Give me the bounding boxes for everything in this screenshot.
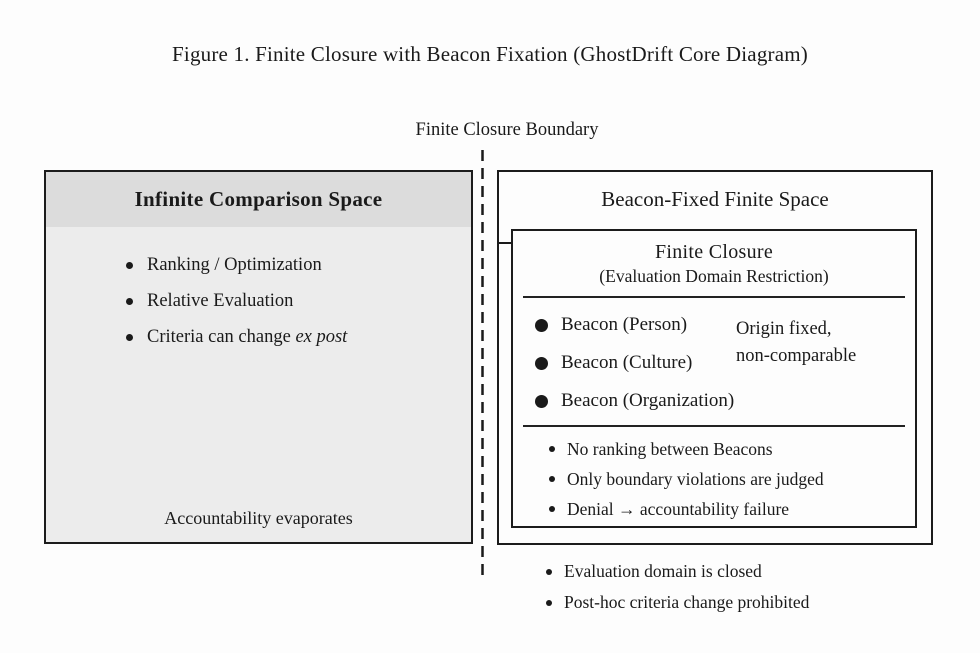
closed-domain-list [546, 556, 809, 618]
accountability-note: Accountability evaporates [164, 508, 353, 528]
bullet-icon [549, 446, 555, 452]
rule-label: No ranking between Beacons [567, 438, 773, 459]
bullet-icon [546, 600, 552, 606]
list-item-label: Ranking / Optimization [147, 254, 322, 275]
beacon-item [535, 344, 915, 382]
bullet-icon [126, 298, 133, 305]
list-item-label: Evaluation domain is closed [564, 561, 762, 581]
bullet-icon [126, 334, 133, 341]
bullet-icon [546, 569, 552, 575]
beacon-dot-icon [535, 395, 548, 408]
closure-rules-list [513, 427, 915, 524]
beacon-label: Beacon (Culture) [561, 352, 693, 373]
infinite-space-list [126, 247, 471, 355]
finite-closure-title: Finite Closure [654, 241, 774, 263]
beacon-dot-icon [535, 319, 548, 332]
origin-annotation-line: Origin fixed, [736, 319, 832, 339]
origin-annotation [736, 316, 856, 370]
boundary-label: Finite Closure Boundary [415, 120, 599, 140]
infinite-comparison-space-panel [44, 170, 473, 544]
beacon-dot-icon [535, 357, 548, 370]
rule-item [549, 434, 915, 464]
bullet-icon [549, 476, 555, 482]
beacon-item [535, 382, 915, 420]
beacon-fixed-finite-space-panel [497, 170, 933, 545]
beacon-label: Beacon (Organization) [561, 390, 735, 411]
list-item [126, 319, 471, 355]
boundary-dashed-line [480, 150, 485, 583]
list-item [126, 283, 471, 319]
figure-title: Figure 1. Finite Closure with Beacon Fixation (GhostDrift Core Diagram) [172, 42, 808, 66]
list-item-label: Relative Evaluation [147, 290, 294, 311]
finite-closure-subtitle: (Evaluation Domain Restriction) [599, 266, 829, 286]
beacon-section [513, 298, 915, 420]
finite-closure-box [511, 229, 917, 528]
rule-label: Denial → accountability failure [567, 498, 790, 519]
list-item-label: Criteria can change ex post [147, 326, 348, 347]
ex-post-italic: ex post [295, 326, 348, 347]
rule-item [549, 464, 915, 494]
bullet-icon [126, 262, 133, 269]
list-item [546, 556, 809, 587]
list-item [126, 247, 471, 283]
list-item [546, 587, 809, 618]
beacon-space-title: Beacon-Fixed Finite Space [601, 187, 829, 211]
beacon-label: Beacon (Person) [561, 314, 688, 335]
list-item-label: Post-hoc criteria change prohibited [564, 592, 810, 612]
infinite-space-title: Infinite Comparison Space [46, 172, 471, 227]
rule-label: Only boundary violations are judged [567, 468, 824, 489]
beacon-item [535, 306, 915, 344]
origin-annotation-line: non-comparable [736, 346, 857, 366]
bullet-icon [549, 506, 555, 512]
dashed-line-icon [480, 150, 485, 578]
rule-item [549, 494, 915, 524]
